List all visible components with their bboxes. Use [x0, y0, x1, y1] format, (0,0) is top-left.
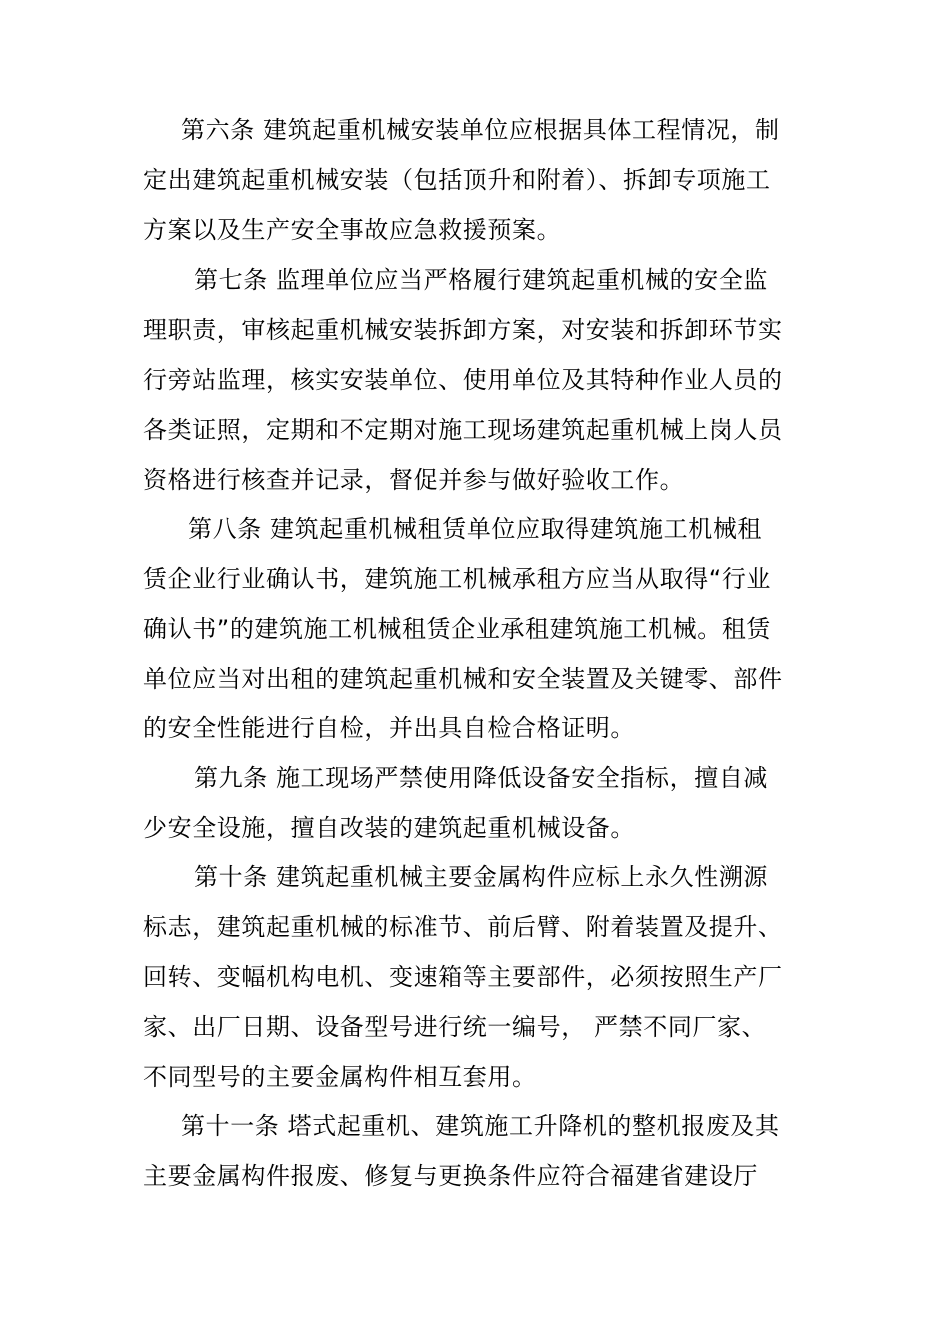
text-line-7: 各类证照，定期和不定期对施工现场建筑起重机械上岗人员: [143, 416, 783, 444]
text-line-20: 不同型号的主要金属构件相互套用。: [143, 1063, 537, 1091]
text-line-1: 第六条 建筑起重机械安装单位应根据具体工程情况，制: [181, 116, 780, 144]
text-line-18: 回转、变幅机构电机、变速箱等主要部件，必须按照生产厂: [143, 963, 783, 991]
text-line-15: 少安全设施，擅自改装的建筑起重机械设备。: [143, 814, 635, 842]
text-line-10: 赁企业行业确认书，建筑施工机械承租方应当从取得“行业: [143, 565, 772, 593]
text-line-19: 家、出厂日期、设备型号进行统一编号， 严禁不同厂家、: [143, 1013, 767, 1041]
text-line-16: 第十条 建筑起重机械主要金属构件应标上永久性溯源: [194, 863, 769, 891]
text-line-11: 确认书”的建筑施工机械租赁企业承租建筑施工机械。租赁: [143, 615, 772, 643]
text-line-5: 理职责，审核起重机械安装拆卸方案，对安装和拆卸环节实: [143, 316, 783, 344]
text-line-4: 第七条 监理单位应当严格履行建筑起重机械的安全监: [194, 266, 769, 294]
text-line-8: 资格进行核查并记录，督促并参与做好验收工作。: [143, 466, 685, 494]
text-line-17: 标志，建筑起重机械的标准节、前后臂、附着装置及提升、: [143, 913, 783, 941]
text-line-13: 的安全性能进行自检，并出具自检合格证明。: [143, 714, 635, 742]
text-line-2: 定出建筑起重机械安装（包括顶升和附着）、拆卸专项施工: [143, 166, 771, 194]
text-line-3: 方案以及生产安全事故应急救援预案。: [143, 216, 562, 244]
text-line-6: 行旁站监理，核实安装单位、使用单位及其特种作业人员的: [143, 366, 783, 394]
text-line-12: 单位应当对出租的建筑起重机械和安全装置及关键零、部件: [143, 665, 783, 693]
text-line-9: 第八条 建筑起重机械租赁单位应取得建筑施工机械租: [188, 515, 763, 543]
text-line-22: 主要金属构件报废、修复与更换条件应符合福建省建设厅: [143, 1162, 758, 1190]
text-line-14: 第九条 施工现场严禁使用降低设备安全指标，擅自减: [194, 764, 769, 792]
text-line-21: 第十一条 塔式起重机、建筑施工升降机的整机报废及其: [181, 1112, 780, 1140]
